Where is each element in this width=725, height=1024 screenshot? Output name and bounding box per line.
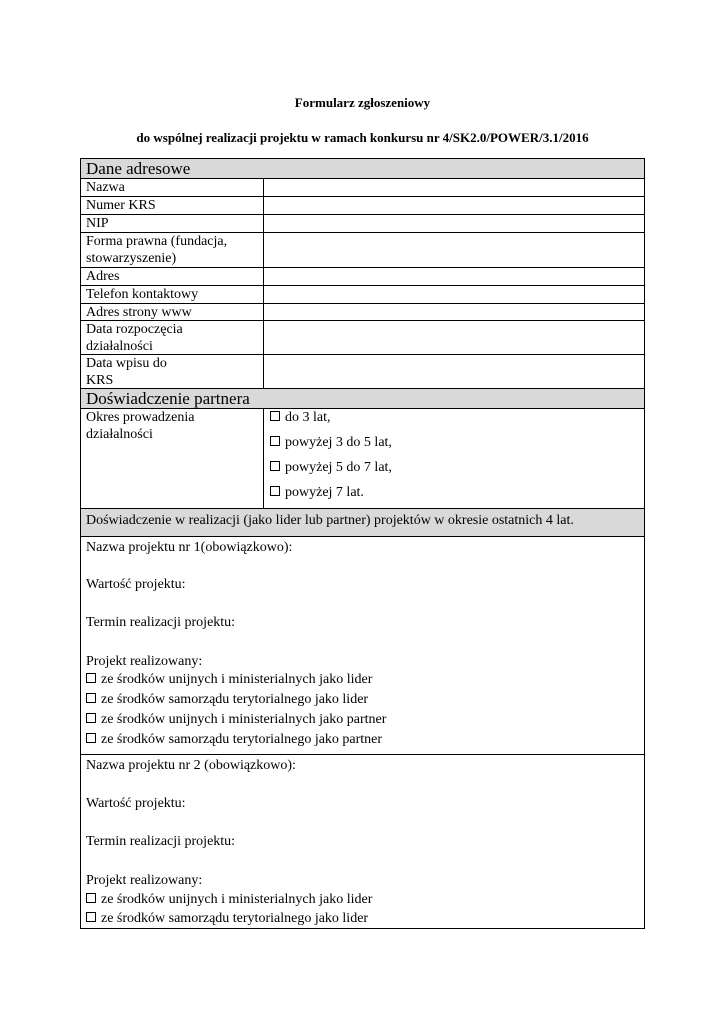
label-data-wpisu: Data wpisu do [86, 356, 167, 371]
label-okres-2: działalności [86, 427, 153, 442]
field-forma-prawna[interactable] [264, 233, 644, 267]
page-title: Formularz zgłoszeniowy [294, 95, 431, 110]
period-option-4[interactable]: powyżej 7 lat. [270, 484, 364, 501]
checkbox-icon[interactable] [86, 713, 96, 723]
period-option-1[interactable]: do 3 lat, [270, 409, 331, 426]
project2-term-label: Termin realizacji projektu: [86, 834, 236, 849]
label-data-rozpoczecia-2: działalności [86, 339, 153, 354]
projects-header: Doświadczenie w realizacji (jako lider lub partner) projektów w okresie ostatnich 4 lat. [86, 513, 574, 528]
project1-option-2[interactable]: ze środków samorządu terytorialnego jako lider [86, 691, 368, 708]
project2-option-2[interactable]: ze środków samorządu terytorialnego jako lider [86, 910, 368, 927]
project1-option-3[interactable]: ze środków unijnych i ministerialnych jako partner [86, 711, 386, 728]
project1-option-1[interactable]: ze środków unijnych i ministerialnych jako lider [86, 671, 372, 688]
field-adres[interactable] [264, 268, 644, 285]
label-forma-prawna: Forma prawna (fundacja, [86, 234, 228, 249]
label-okres: Okres prowadzenia [86, 410, 195, 425]
checkbox-icon[interactable] [86, 673, 96, 683]
project2-name-label: Nazwa projektu nr 2 (obowiązkowo): [86, 758, 296, 773]
period-option-2[interactable]: powyżej 3 do 5 lat, [270, 434, 392, 451]
project1-term-label: Termin realizacji projektu: [86, 615, 236, 630]
checkbox-icon[interactable] [86, 912, 96, 922]
field-telefon[interactable] [264, 286, 644, 303]
label-telefon: Telefon kontaktowy [86, 287, 199, 302]
project2-realized-label: Projekt realizowany: [86, 873, 203, 888]
field-nip[interactable] [264, 215, 644, 232]
address-section-header: Dane adresowe [86, 159, 191, 178]
field-data-wpisu[interactable] [264, 355, 644, 388]
experience-section-header: Doświadczenie partnera [86, 389, 250, 408]
checkbox-icon[interactable] [270, 461, 280, 471]
project1-name-label: Nazwa projektu nr 1(obowiązkowo): [86, 540, 293, 555]
checkbox-icon[interactable] [270, 411, 280, 421]
label-nazwa: Nazwa [86, 180, 125, 195]
page-subtitle: do wspólnej realizacji projektu w ramach konkursu nr 4/SK2.0/POWER/3.1/2016 [136, 130, 589, 145]
checkbox-icon[interactable] [270, 486, 280, 496]
field-www[interactable] [264, 304, 644, 320]
project1-realized-label: Projekt realizowany: [86, 654, 203, 669]
project1-value-label: Wartość projektu: [86, 577, 186, 592]
period-option-3[interactable]: powyżej 5 do 7 lat, [270, 459, 392, 476]
label-data-wpisu-2: KRS [86, 373, 114, 388]
checkbox-icon[interactable] [270, 436, 280, 446]
field-data-rozpoczecia[interactable] [264, 321, 644, 354]
label-data-rozpoczecia: Data rozpoczęcia [86, 322, 183, 337]
label-adres: Adres [86, 269, 120, 284]
label-www: Adres strony www [86, 305, 192, 320]
checkbox-icon[interactable] [86, 693, 96, 703]
checkbox-icon[interactable] [86, 893, 96, 903]
label-numer-krs: Numer KRS [86, 198, 156, 213]
project1-option-4[interactable]: ze środków samorządu terytorialnego jako partner [86, 731, 382, 748]
project2-option-1[interactable]: ze środków unijnych i ministerialnych jako lider [86, 891, 372, 908]
field-nazwa[interactable] [264, 179, 644, 196]
label-forma-prawna-2: stowarzyszenie) [86, 251, 177, 266]
label-nip: NIP [86, 216, 109, 231]
project2-value-label: Wartość projektu: [86, 796, 186, 811]
checkbox-icon[interactable] [86, 733, 96, 743]
field-numer-krs[interactable] [264, 197, 644, 214]
